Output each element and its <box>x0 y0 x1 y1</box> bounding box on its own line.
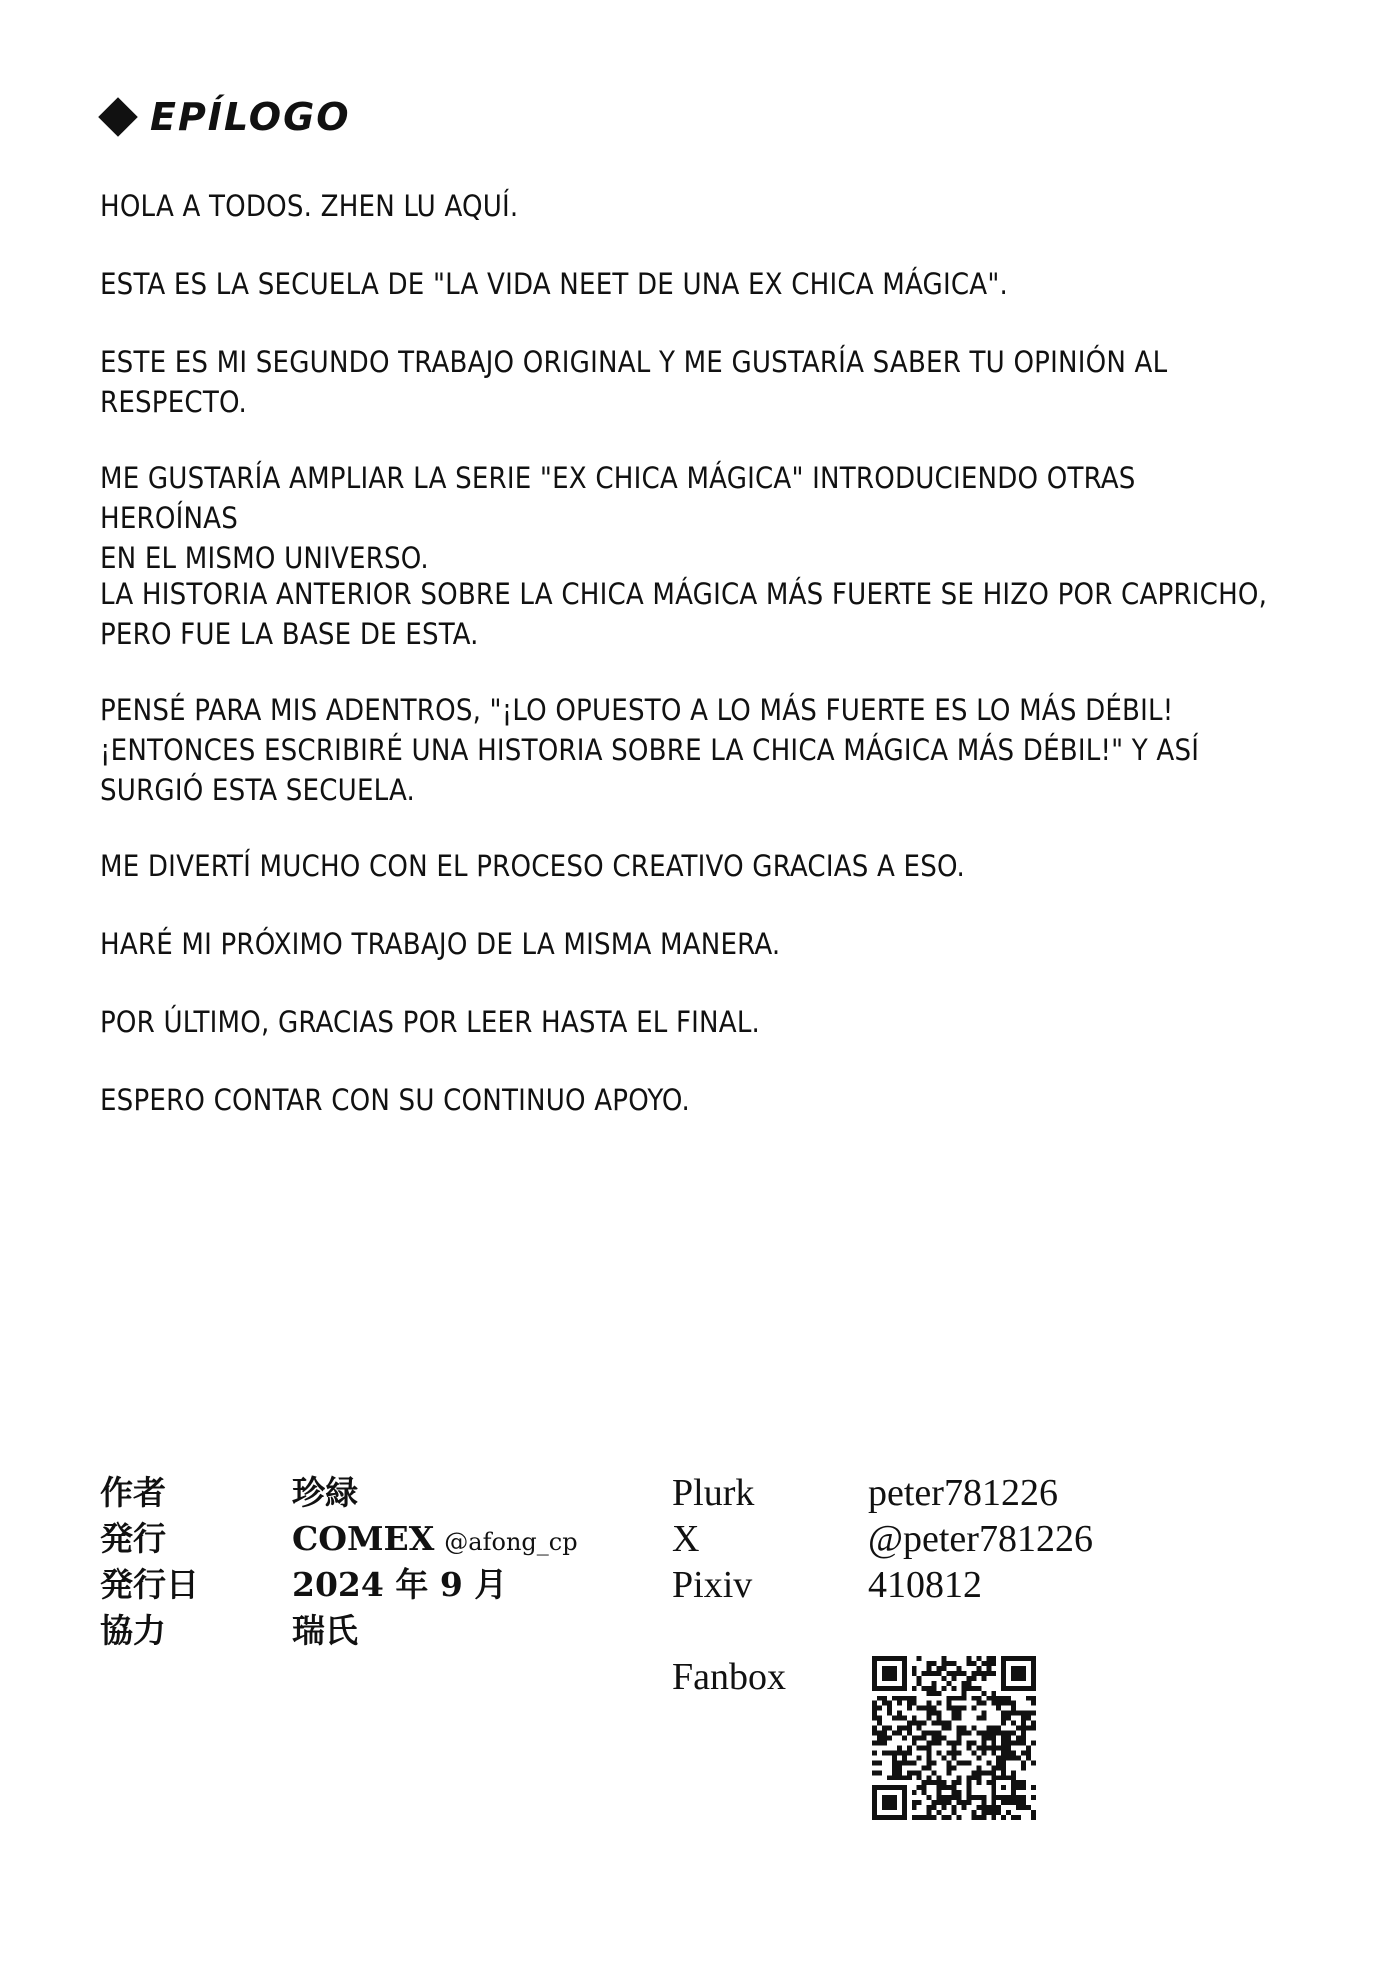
author-value: 珍緑 <box>292 1473 358 1512</box>
publisher-handle: @afong_cp <box>444 1528 578 1556</box>
date-value: 2024 年 9 月 <box>292 1565 508 1604</box>
pixiv-label: Pixiv <box>672 1564 753 1606</box>
publisher-label: 発行 <box>100 1519 166 1558</box>
author-label: 作者 <box>100 1473 166 1512</box>
paragraph: HOLA A TODOS. ZHEN LU AQUÍ. <box>100 189 519 223</box>
epilogue-title: EPÍLOGO <box>150 95 351 139</box>
publisher-value-wrap <box>292 1516 578 1565</box>
paragraph: HARÉ MI PRÓXIMO TRABAJO DE LA MISMA MANERA. <box>100 927 781 961</box>
credits-block <box>100 1470 1300 1870</box>
paragraph: POR ÚLTIMO, GRACIAS POR LEER HASTA EL FINAL. <box>100 1005 761 1039</box>
paragraph: ESTE ES MI SEGUNDO TRABAJO ORIGINAL Y ME GUSTARÍA SABER TU OPINIÓN AL RESPECTO. <box>100 345 1168 419</box>
x-value: @peter781226 <box>868 1518 1093 1560</box>
epilogue-heading <box>98 88 351 146</box>
paragraph: ME GUSTARÍA AMPLIAR LA SERIE "EX CHICA MÁGICA" INTRODUCIENDO OTRAS HEROÍNAS EN EL MISMO UNIVERSO. <box>100 461 1136 575</box>
fanbox-label: Fanbox <box>672 1656 786 1698</box>
paragraph: ESPERO CONTAR CON SU CONTINUO APOYO. <box>100 1083 690 1117</box>
plurk-value: peter781226 <box>868 1472 1058 1514</box>
x-label: X <box>672 1518 700 1560</box>
paragraph: ME DIVERTÍ MUCHO CON EL PROCESO CREATIVO GRACIAS A ESO. <box>100 849 966 883</box>
diamond-bullet-icon <box>98 97 138 137</box>
cooperation-value: 瑞氏 <box>292 1611 358 1650</box>
cooperation-label: 協力 <box>100 1611 166 1650</box>
paragraph: LA HISTORIA ANTERIOR SOBRE LA CHICA MÁGICA MÁS FUERTE SE HIZO POR CAPRICHO, PERO FUE LA BASE DE ESTA. <box>100 577 1268 651</box>
publisher-value: COMEX <box>292 1519 435 1558</box>
fanbox-qr-code[interactable] <box>872 1656 1036 1820</box>
paragraph: ESTA ES LA SECUELA DE "LA VIDA NEET DE UNA EX CHICA MÁGICA". <box>100 267 1009 301</box>
date-label: 発行日 <box>100 1565 199 1604</box>
plurk-label: Plurk <box>672 1472 755 1514</box>
paragraph: PENSÉ PARA MIS ADENTROS, "¡LO OPUESTO A LO MÁS FUERTE ES LO MÁS DÉBIL! ¡ENTONCES ESCRIBIRÉ UNA HISTORIA SOBRE LA CHICA MÁGICA MÁS DÉBIL!" Y ASÍ SURGIÓ ESTA SECUELA. <box>100 693 1200 807</box>
pixiv-value: 410812 <box>868 1564 982 1606</box>
